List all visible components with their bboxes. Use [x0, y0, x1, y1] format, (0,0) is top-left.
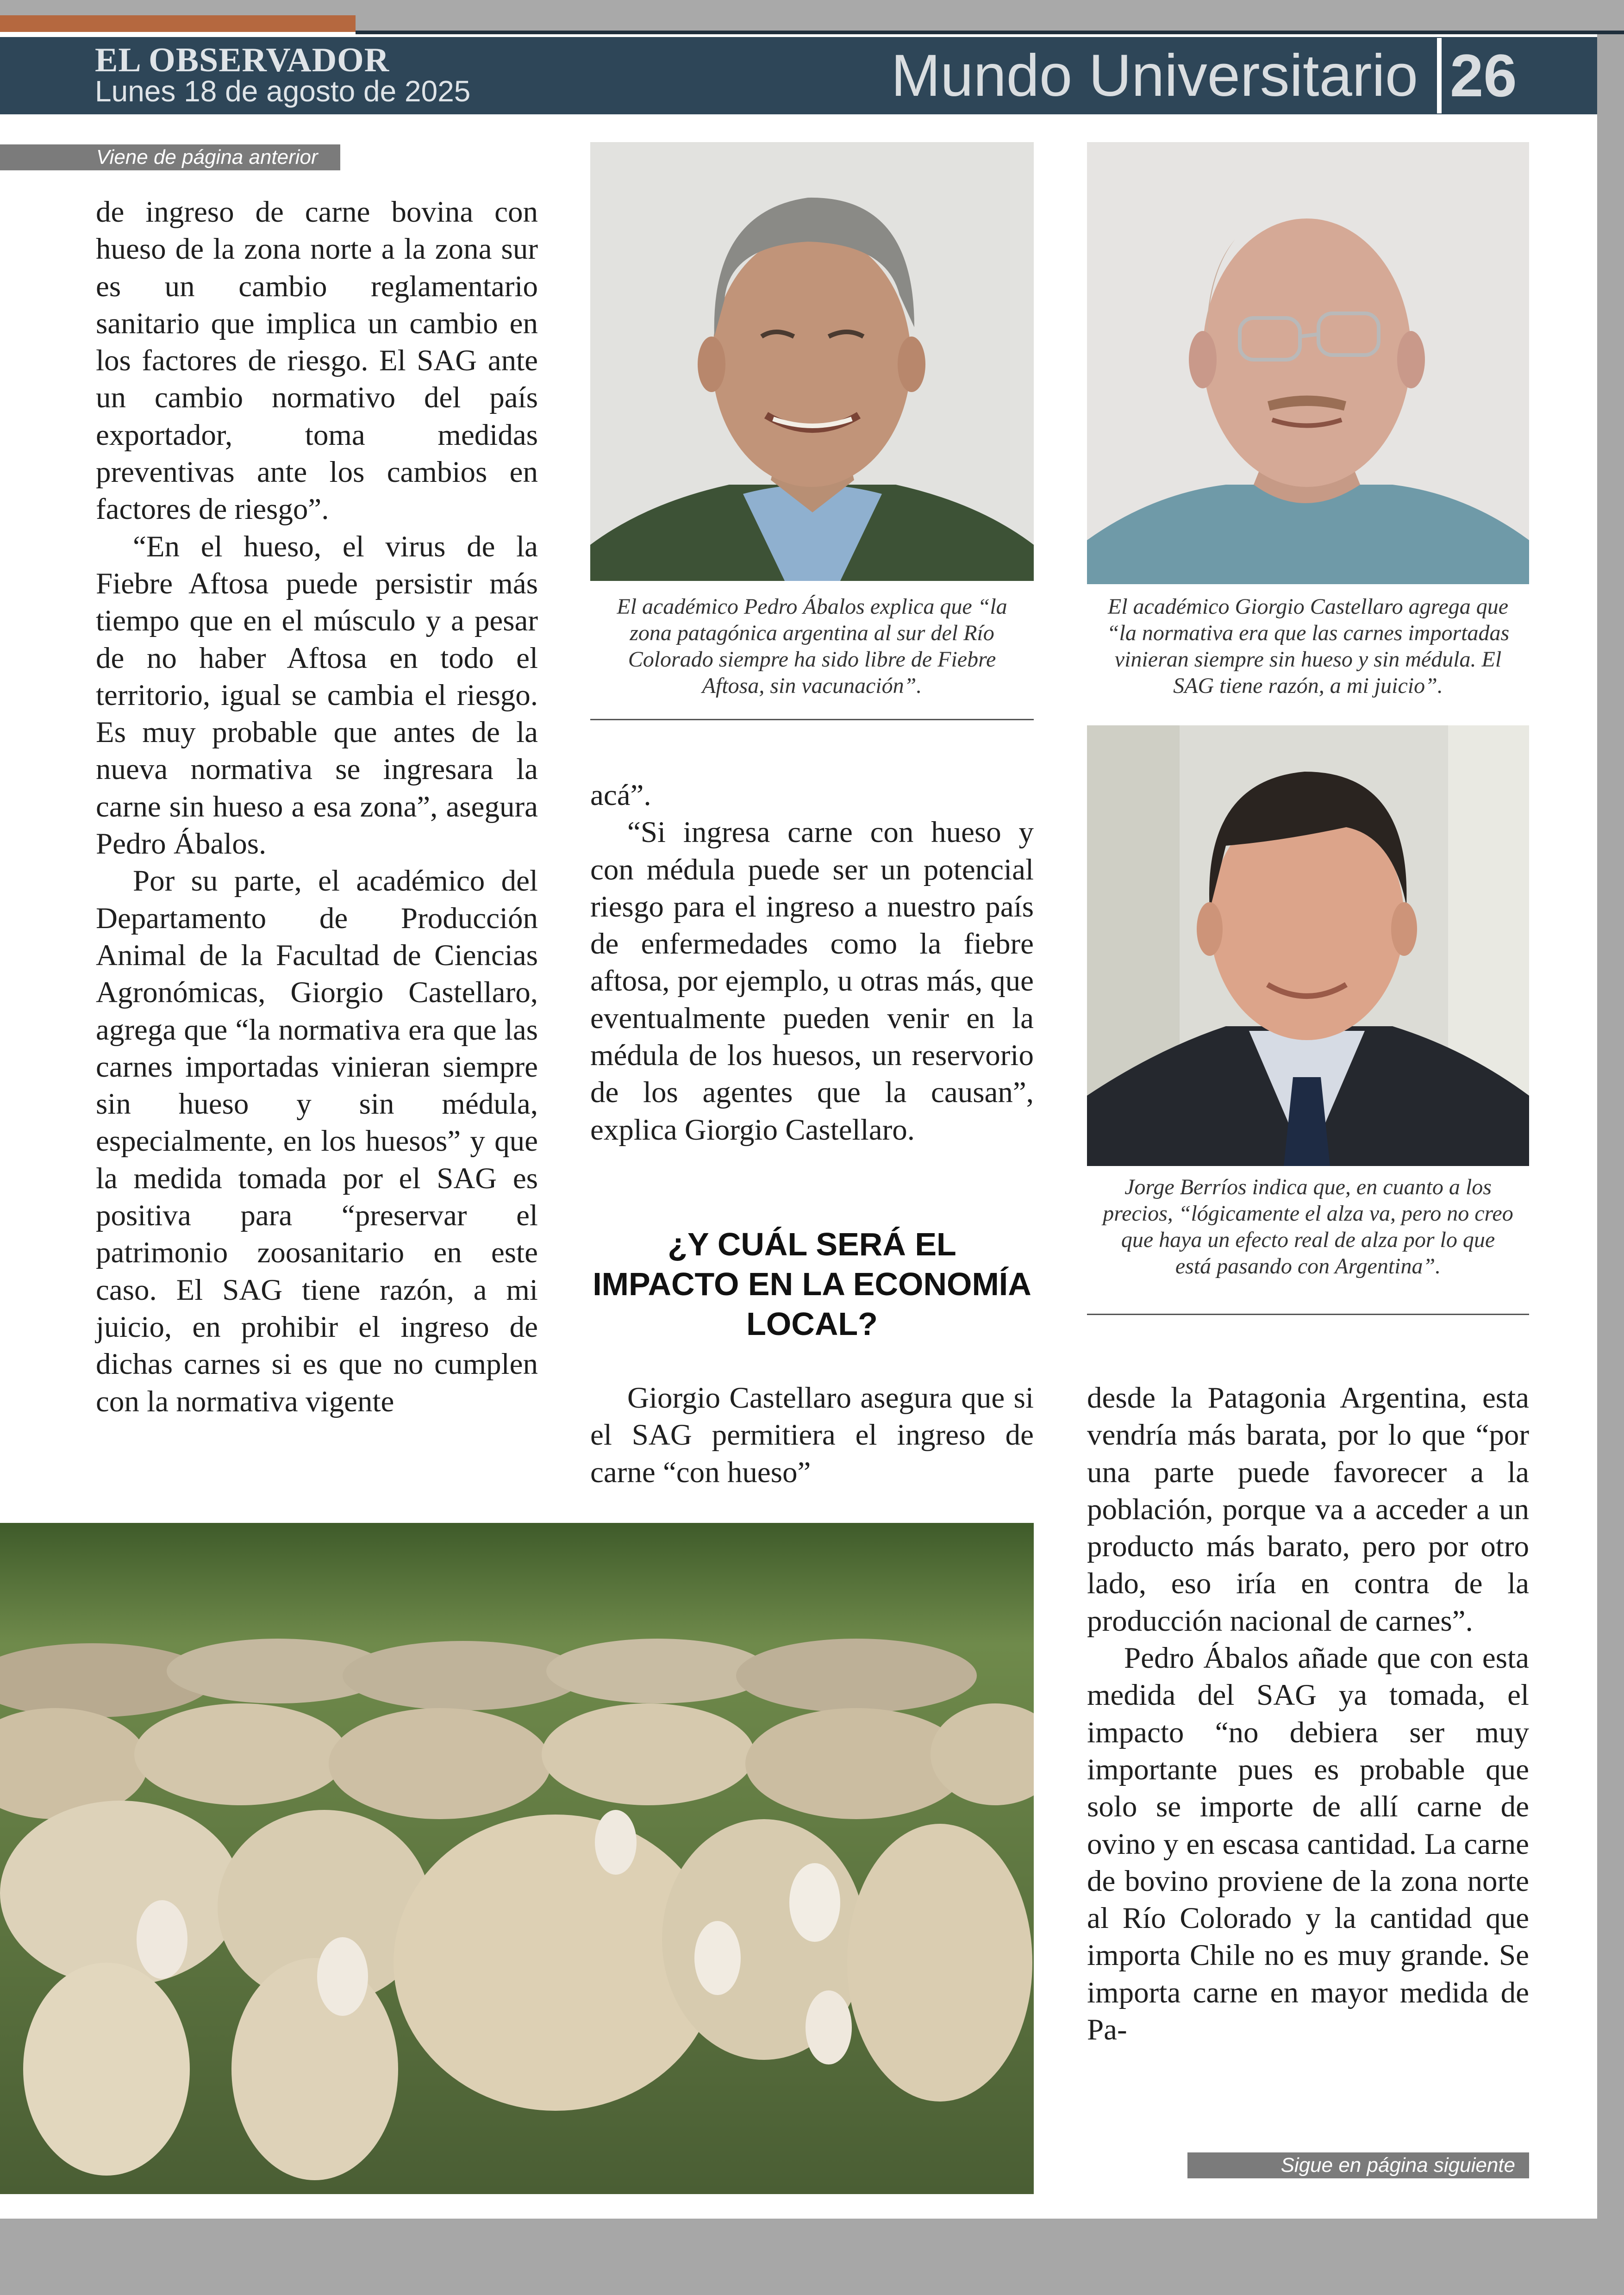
caption-divider: [590, 719, 1034, 720]
paragraph: Pedro Ábalos añade que con esta medida del SAG ya tomada, el impacto “no debiera ser muy importante pues es probable que solo se importe de allí carne de ovino y en escasa cantidad. La carne de bovino proviene de la zona norte al Río Colorado y la cantidad que importa Chile no es muy grande. Se importa carne en mayor medida de Pa-: [1087, 1641, 1529, 2047]
article-column-1: [96, 193, 538, 1420]
paragraph: de ingreso de carne bovina con hueso de la zona norte a la zona sur es un cambio reglamentario sanitario que implica un cambio en los factores de riesgo. El SAG ante un cambio normativo del país exportador, toma medidas preventivas ante los cambios en factores de riesgo”.: [96, 195, 538, 526]
paragraph: desde la Patagonia Argentina, esta vendría más barata, por lo que “por una parte puede favorecer a la población, porque va a acceder a un producto más barato, pero por otro lado, eso iría en contra de la producción nacional de carnes”.: [1087, 1381, 1529, 1638]
sheep-flock-photo: [0, 1523, 1034, 2194]
photo-caption: Jorge Berríos indica que, en cuanto a los precios, “lógicamente el alza va, pero no creo que haya un efecto real de alza por lo que está pasando con Argentina”.: [1103, 1175, 1513, 1278]
caption-divider: [1087, 1314, 1529, 1315]
header-divider: [1437, 38, 1442, 113]
issue-date: Lunes 18 de agosto de 2025: [95, 75, 471, 108]
page-number: 26: [1450, 42, 1517, 109]
accent-bar: [0, 15, 356, 32]
header-rule: [356, 31, 1624, 34]
section-title: Mundo Universitario: [891, 43, 1418, 109]
newspaper-name: EL OBSERVADOR: [95, 41, 390, 79]
subheading: ¿Y CUÁL SERÁ EL IMPACTO EN LA ECONOMÍA LOCAL?: [593, 1226, 1031, 1342]
photo-caption: El académico Giorgio Castellaro agrega que “la normativa era que las carnes importadas vinieran siempre sin hueso y sin médula. El SAG tiene razón, a mi juicio”.: [1106, 594, 1510, 698]
article-column-3: [1087, 1379, 1529, 2048]
article-column-2-continued: [590, 1379, 1034, 1491]
portrait-photo-jorge-berrios: [1087, 725, 1529, 1166]
paragraph: Giorgio Castellaro asegura que si el SAG permitiera el ingreso de carne “con hueso”: [590, 1381, 1034, 1489]
portrait-photo-pedro-abalos: [590, 142, 1034, 581]
paragraph: “En el hueso, el virus de la Fiebre Aftosa puede persistir más tiempo que en el músculo y a pesar de no haber Aftosa en todo el territorio, igual se cambia el riesgo. Es muy probable que antes de la nueva normativa se ingresara la carne sin hueso a esa zona”, asegura Pedro Ábalos.: [96, 530, 538, 861]
article-column-2: [590, 777, 1034, 1148]
continued-from-tag: Viene de página anterior: [0, 144, 340, 170]
paragraph: “Si ingresa carne con hueso y con médula puede ser un potencial riesgo para el ingreso a nuestro país de enfermedades como la fiebre aftosa, por ejemplo, u otras más, que eventualmente pueden venir en la médula de los huesos, un reservorio de los agentes que la causan”, explica Giorgio Castellaro.: [590, 816, 1034, 1147]
continued-to-tag: Sigue en página siguiente: [1187, 2152, 1529, 2178]
paragraph: Por su parte, el académico del Departamento de Producción Animal de la Facultad de Ciencias Agronómicas, Giorgio Castellaro, agrega que “la normativa era que las carnes importadas vinieran siempre sin hueso y sin médula, especialmente, en los huesos” y que la medida tomada por el SAG es positiva para “preservar el patrimonio zoosanitario en este caso. El SAG tiene razón, a mi juicio, en prohibir el ingreso de dichas carnes si es que no cumplen con la normativa vigente: [96, 864, 538, 1418]
portrait-photo-giorgio-castellaro: [1087, 142, 1529, 584]
paragraph: acá”.: [590, 779, 651, 812]
photo-caption: El académico Pedro Ábalos explica que “la zona patagónica argentina al sur del Río Colorado siempre ha sido libre de Fiebre Aftosa, sin vacunación”.: [617, 594, 1007, 698]
